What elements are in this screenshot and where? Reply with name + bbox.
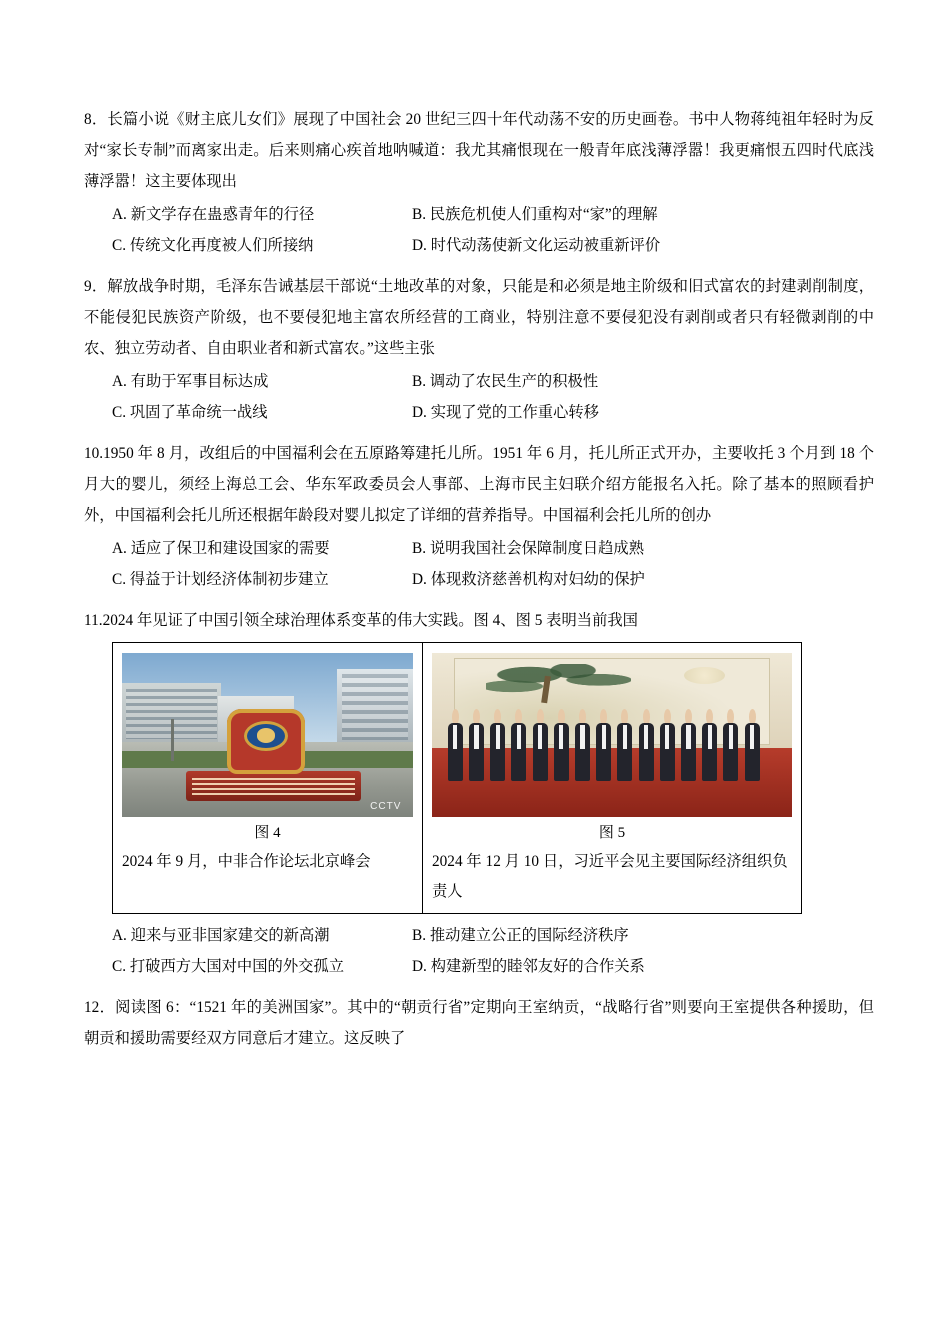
question-12-number: 12． [84,999,116,1016]
group-of-leaders [446,709,777,781]
option-9-b[interactable]: B. 调动了农民生产的积极性 [412,373,599,390]
question-8 [84,104,874,261]
question-11-number: 11. [84,612,103,629]
option-8-d[interactable]: D. 时代动荡使新文化运动被重新评价 [412,237,661,254]
pine-tree [486,664,631,700]
question-9-text [84,271,874,364]
building-right [337,669,413,744]
question-11-stem: 2024 年见证了中国引领全球治理体系变革的伟大实践。图 4、图 5 表明当前我国 [102,612,638,629]
question-9 [84,271,874,428]
question-8-options [84,199,874,261]
option-8-c[interactable]: C. 传统文化再度被人们所接纳 [112,237,314,254]
figure-4-description: 2024 年 9 月，中非合作论坛北京峰会 [122,853,371,870]
option-8-a[interactable]: A. 新文学存在蛊惑青年的行径 [112,206,315,223]
question-12-text [84,992,874,1054]
chinese-knot-sculpture [227,709,306,775]
question-8-stem: 长篇小说《财主底儿女们》展现了中国社会 20 世纪三四十年代动荡不安的历史画卷。书中人物蒋纯祖年轻时为反对“家长专制”而离家出走。后来则痛心疾首地呐喊道：我尤其痛恨现在一般青年底浅薄浮嚣！我更痛恨五四时代底浅薄浮嚣！这主要体现出 [84,111,874,190]
option-11-b[interactable]: B. 推动建立公正的国际经济秩序 [412,927,629,944]
option-row [84,920,874,951]
option-row [84,951,874,982]
figure-5-image [432,653,792,817]
option-10-c[interactable]: C. 得益于计划经济体制初步建立 [112,571,329,588]
cctv-watermark: CCTV [370,801,402,813]
question-8-text [84,104,874,197]
option-row [84,533,874,564]
figure-5-cell [423,643,801,913]
question-11-figure-table [112,642,802,914]
question-10-number: 10. [84,445,104,462]
option-10-a[interactable]: A. 适应了保卫和建设国家的需要 [112,540,330,557]
option-11-a[interactable]: A. 迎来与亚非国家建交的新高潮 [112,927,330,944]
question-12 [84,992,874,1054]
option-row [84,564,874,595]
sun [684,667,725,684]
option-row [84,230,874,261]
option-10-d[interactable]: D. 体现救济慈善机构对妇幼的保护 [412,571,645,588]
question-9-options [84,366,874,428]
option-row [84,397,874,428]
question-10 [84,438,874,595]
question-10-options [84,533,874,595]
question-12-stem: 阅读图 6：“1521 年的美洲国家”。其中的“朝贡行省”定期向王室纳贡，“战略行省”则要向王室提供各种援助，但朝贡和援助需要经双方同意后才建立。这反映了 [84,999,874,1047]
question-11 [84,605,874,982]
question-9-number: 9． [84,278,108,295]
question-11-text [84,605,874,636]
option-row [84,366,874,397]
figure-5-caption: 图 5 [598,825,626,841]
question-8-number: 8． [84,111,108,128]
figure-4-cell [113,643,423,913]
document-content [84,104,874,1064]
option-9-d[interactable]: D. 实现了党的工作重心转移 [412,404,599,421]
figure-4-image [122,653,413,817]
question-11-options [84,920,874,982]
lamp-post [171,719,174,762]
option-row [84,199,874,230]
option-11-d[interactable]: D. 构建新型的睦邻友好的合作关系 [412,958,645,975]
question-10-text [84,438,874,531]
option-9-c[interactable]: C. 巩固了革命统一战线 [112,404,268,421]
option-11-c[interactable]: C. 打破西方大国对中国的外交孤立 [112,958,345,975]
option-9-a[interactable]: A. 有助于军事目标达成 [112,373,269,390]
monument-text [192,778,355,796]
question-10-stem: 1950 年 8 月，改组后的中国福利会在五原路筹建托儿所。1951 年 6 月，托儿所正式开办，主要收托 3 个月到 18 个月大的婴儿，须经上海总工会、华东军政委员会人事部、上海市民主妇联介绍方能报名入托。除了基本的照顾看护外，中国福利会托儿所还根据年龄段对婴儿拟定了详细的营养指导。中国福利会托儿所的创办 [84,445,874,524]
figure-4-caption: 图 4 [254,825,281,841]
option-10-b[interactable]: B. 说明我国社会保障制度日趋成熟 [412,540,645,557]
option-8-b[interactable]: B. 民族危机使人们重构对“家”的理解 [412,206,658,223]
question-9-stem: 解放战争时期，毛泽东告诫基层干部说“土地改革的对象，只能是和必须是地主阶级和旧式富农的封建剥削制度，不能侵犯民族资产阶级，也不要侵犯地主富农所经营的工商业，特别注意不要侵犯没有剥削或者只有轻微剥削的中农、独立劳动者、自由职业者和新式富农。”这些主张 [84,278,874,357]
figure-5-description: 2024 年 12 月 10 日，习近平会见主要国际经济组织负责人 [432,853,788,900]
